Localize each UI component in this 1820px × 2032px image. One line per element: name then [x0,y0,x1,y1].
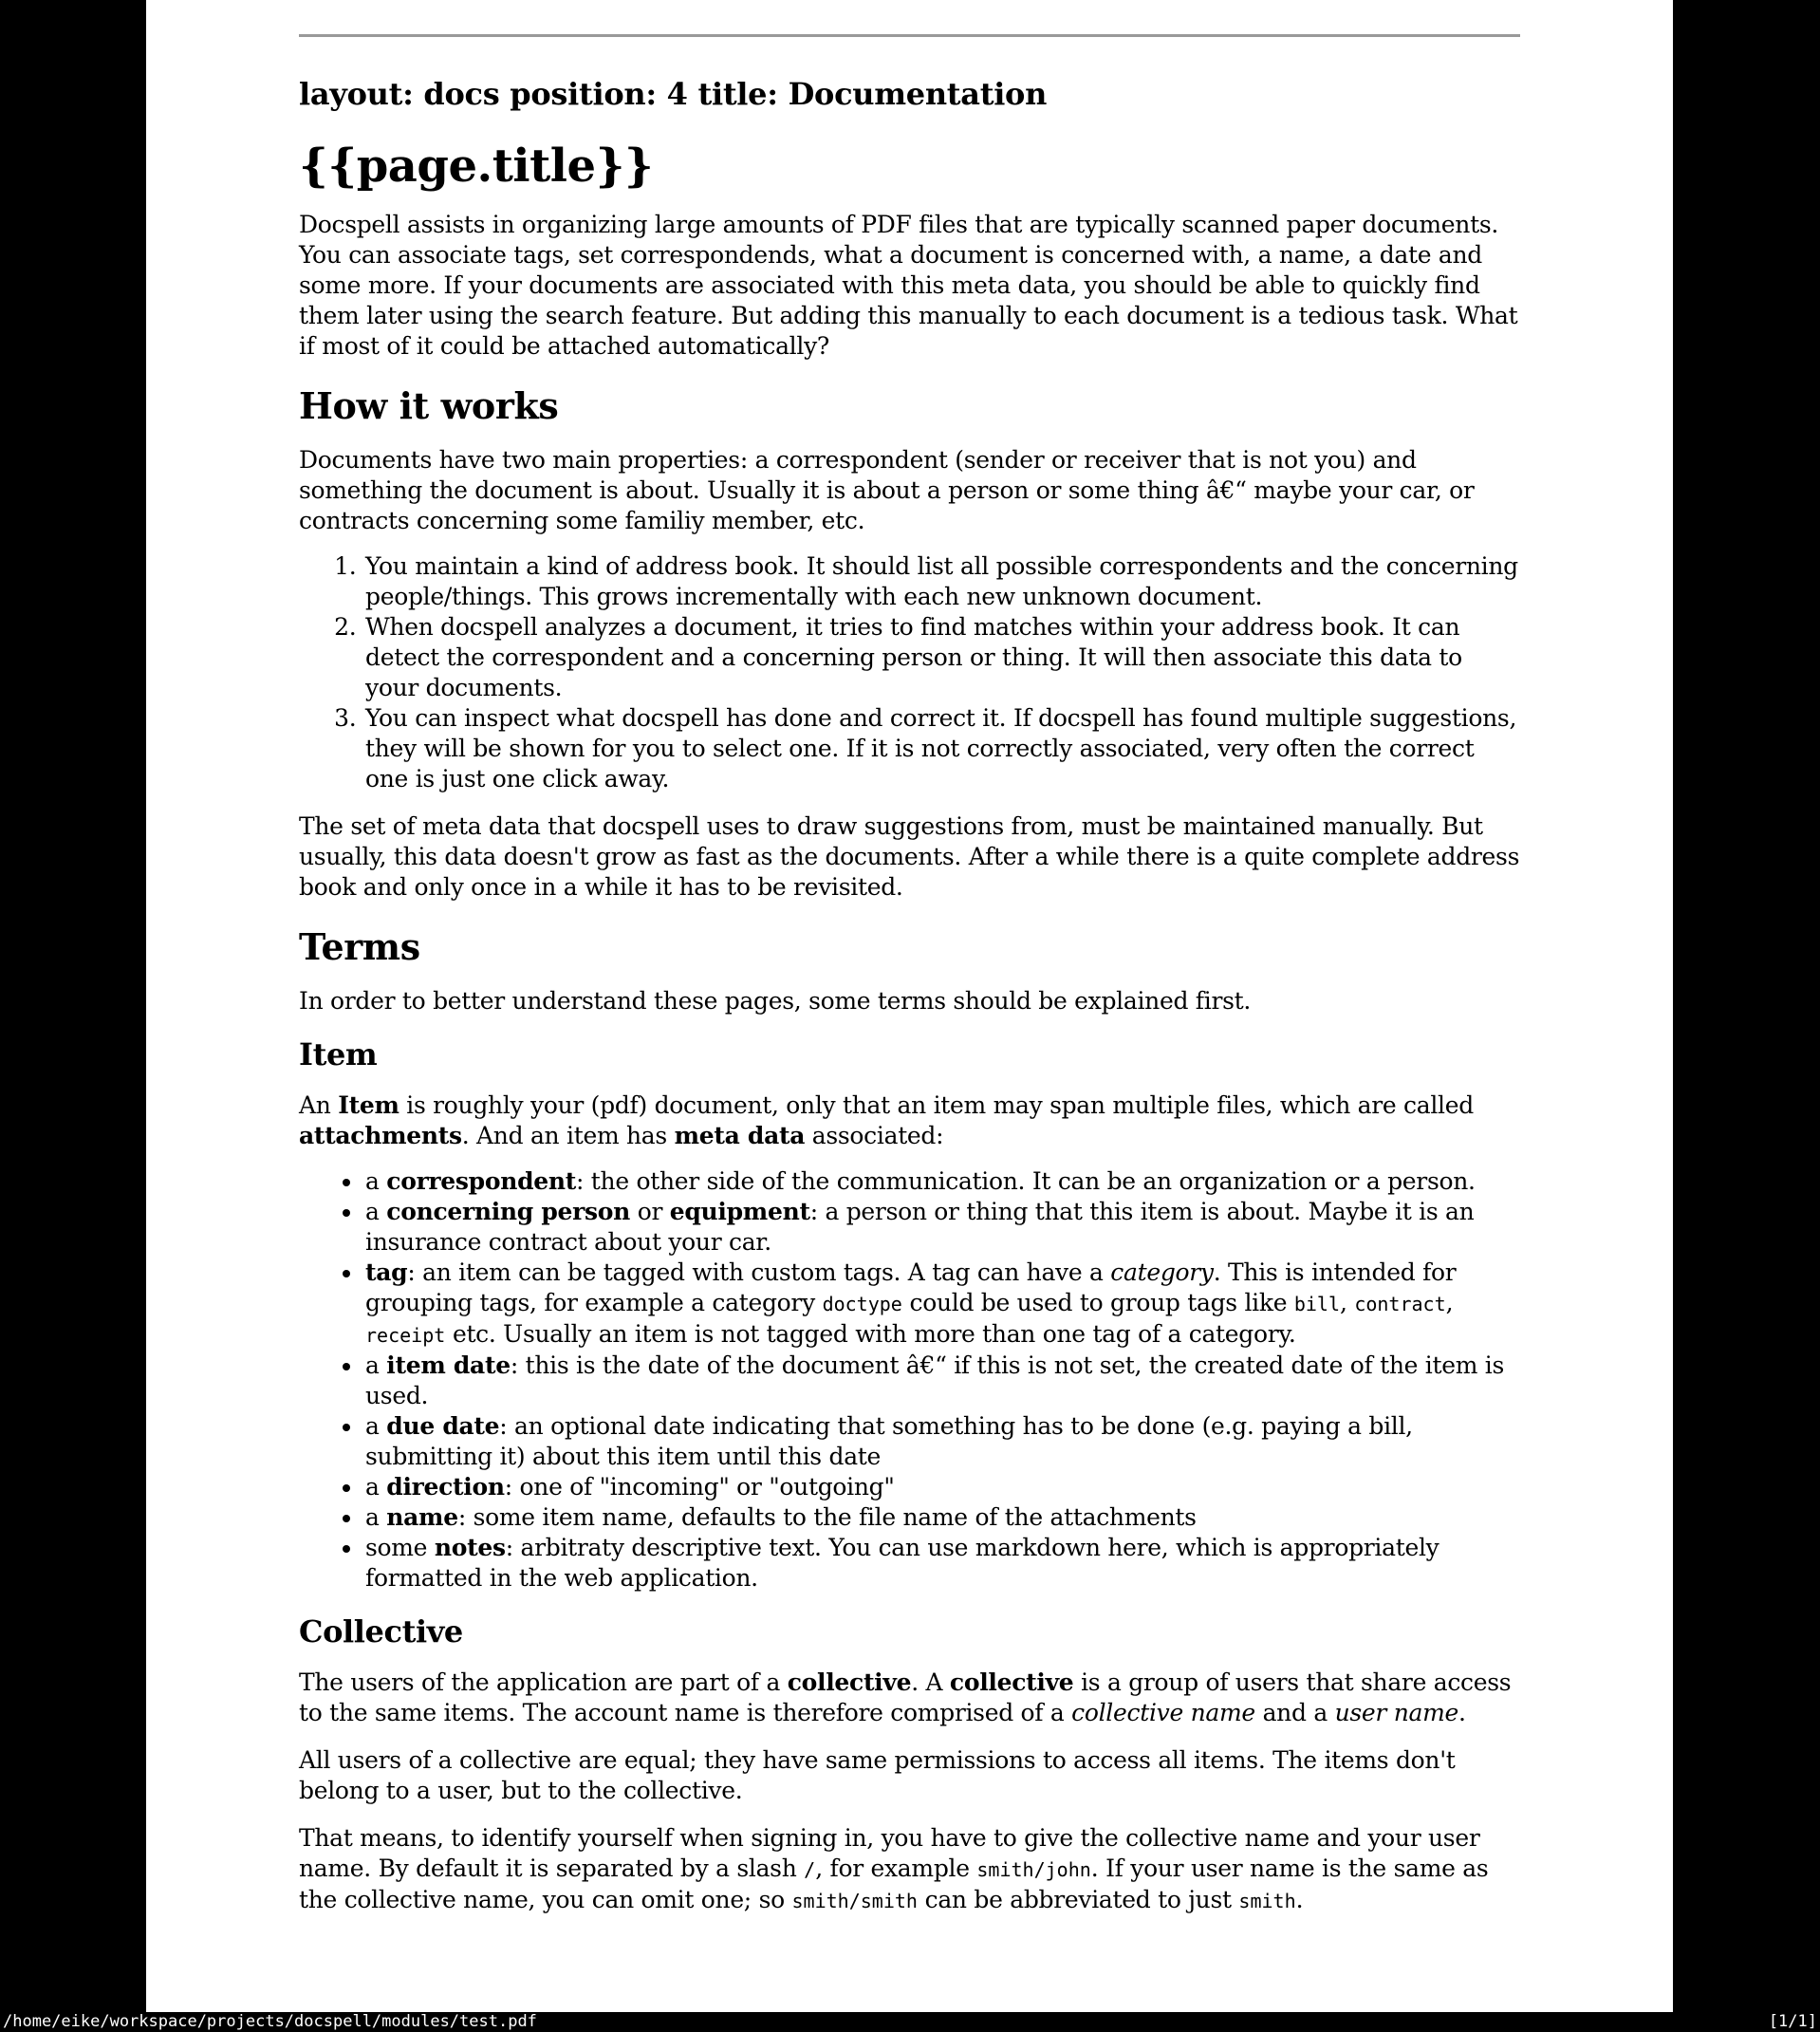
bold-term: equipment [669,1198,810,1225]
text-run: a [365,1352,387,1379]
text-run: . This is intended for grouping tags, for example a category [365,1258,1457,1316]
text-run: some [365,1534,435,1561]
italic-term: category [1110,1258,1214,1286]
text-run: a [365,1412,387,1440]
list-item [363,1411,1520,1472]
text-run: : this is the date of the document â€“ if this is not set, the created date of the item is used. [365,1352,1504,1409]
text-run: can be abbreviated to just [917,1886,1239,1913]
frontmatter-divider [299,34,1520,37]
item-meta-list [299,1166,1520,1594]
text-run: a [365,1198,387,1225]
bold-term: correspondent [386,1167,577,1195]
how-it-works-heading: How it works [299,384,559,427]
page-title: {{page.title}} [299,140,654,193]
text-run: . And an item has [461,1122,675,1149]
text-run: : one of "incoming" or "outgoing" [504,1473,895,1501]
text-run: a [365,1473,387,1501]
inline-code: contract [1354,1293,1446,1315]
collective-paragraph-2: All users of a collective are equal; they have same permissions to access all items. The items don't belong to a user, but to the collective. [299,1746,1456,1804]
bold-term: collective [949,1668,1074,1696]
bold-term: attachments [299,1122,462,1149]
how-steps-list [299,551,1520,794]
text-run: , for example [815,1855,977,1882]
list-item [363,1472,1520,1502]
bold-term: item date [386,1352,511,1379]
text-run: a [365,1167,387,1195]
text-run: or [630,1198,670,1225]
document-page[interactable] [146,0,1673,2012]
list-item [363,1533,1520,1594]
bold-term: direction [386,1473,505,1501]
list-item: 2. When docspell analyzes a document, it tries to find matches within your address book. It can detect the correspondent and a concerning person or thing. It will then associate this data to your documents. [363,612,1520,703]
text-run: is a group of users that share access to the same items. The account name is therefore comprised of a [299,1668,1512,1726]
text-run: : arbitraty descriptive text. You can use markdown here, which is appropriately formatted in the web application. [365,1534,1439,1592]
bold-term: notes [434,1534,506,1561]
list-item: 1. You maintain a kind of address book. It should list all possible correspondents and the concerning people/things. This grows incrementally with each new unknown document. [363,551,1520,612]
inline-code: smith/john [976,1858,1091,1881]
content-column [299,34,1520,1916]
bold-term: due date [386,1412,500,1440]
text-run: The users of the application are part of a [299,1668,788,1696]
text-run: : the other side of the communication. It can be an organization or a person. [576,1167,1476,1195]
bold-term: Item [338,1091,399,1119]
text-run: , [1340,1289,1355,1316]
inline-code: bill [1293,1293,1341,1315]
list-item [363,1197,1520,1258]
text-run: : some item name, defaults to the file name of the attachments [457,1503,1197,1531]
list-item [363,1351,1520,1411]
collective-paragraph-3 [299,1823,1520,1916]
collective-heading: Collective [299,1613,463,1650]
inline-code: doctype [822,1293,902,1315]
text-run: is roughly your (pdf) document, only that an item may span multiple files, which are called [399,1091,1474,1119]
text-run: An [299,1091,339,1119]
text-run: : a person or thing that this item is about. Maybe it is an insurance contract about your car. [365,1198,1475,1256]
bold-term: concerning person [386,1198,631,1225]
terms-intro-paragraph: In order to better understand these pages, some terms should be explained first. [299,987,1252,1015]
inline-code: receipt [365,1324,446,1347]
list-item [363,1166,1520,1197]
bold-term: tag [365,1258,408,1286]
terms-heading: Terms [299,925,420,968]
inline-code: / [804,1858,816,1881]
text-run: . If your user name is the same as the collective name, you can omit one; so [299,1855,1489,1913]
list-item: 3. You can inspect what docspell has done and correct it. If docspell has found multiple suggestions, they will be shown for you to select one. If it is not correctly associated, very often the correct one is just one click away. [363,703,1520,794]
text-run: and a [1254,1699,1335,1726]
text-run: : an item can be tagged with custom tags. A tag can have a [407,1258,1111,1286]
how-outro-paragraph: The set of meta data that docspell uses to draw suggestions from, must be maintained manually. But usually, this data doesn't grow as fast as the documents. After a while there is a quite complete address book and only once in a while it has to be revisited. [299,812,1520,901]
bold-term: name [386,1503,458,1531]
how-intro-paragraph: Documents have two main properties: a correspondent (sender or receiver that is not you) and something the document is about. Usually it is about a person or some thing â€“ maybe your car, or contracts concerning some familiy member, etc. [299,446,1475,534]
text-run: : an optional date indicating that something has to be done (e.g. paying a bill, submitting it) about this item until this date [365,1412,1413,1470]
item-intro-paragraph [299,1091,1520,1151]
frontmatter-text: layout: docs position: 4 title: Documentation [299,76,1048,112]
bold-term: collective [787,1668,912,1696]
intro-paragraph: Docspell assists in organizing large amounts of PDF files that are typically scanned paper documents. You can associate tags, set correspondends, what a document is concerned with, a name, a date and some more. If your documents are associated with this meta data, you should be able to quickly find them later using the search feature. But adding this manually to each document is a tedious task. What if most of it could be attached automatically? [299,211,1518,360]
text-run: , [1445,1289,1454,1316]
list-item [363,1502,1520,1533]
text-run: . A [911,1668,950,1696]
statusbar [0,2012,1820,2032]
text-run: a [365,1503,387,1531]
inline-code: smith/smith [791,1890,918,1912]
text-run: . [1295,1886,1304,1913]
bold-term: meta data [674,1122,806,1149]
statusbar-file-path: /home/eike/workspace/projects/docspell/modules/test.pdf [3,2012,537,2031]
text-run: associated: [805,1122,944,1149]
collective-paragraph-1 [299,1668,1520,1728]
text-run: could be used to group tags like [901,1289,1294,1316]
item-heading: Item [299,1036,378,1072]
text-run: etc. Usually an item is not tagged with more than one tag of a category. [445,1320,1296,1348]
list-item [363,1258,1520,1351]
statusbar-page-indicator: [1/1] [1768,2012,1817,2031]
text-run: . [1458,1699,1466,1726]
italic-term: user name [1334,1699,1459,1726]
inline-code: smith [1238,1890,1296,1912]
text-run: That means, to identify yourself when signing in, you have to give the collective name and your user name. By default it is separated by a slash [299,1824,1480,1882]
italic-term: collective name [1071,1699,1255,1726]
